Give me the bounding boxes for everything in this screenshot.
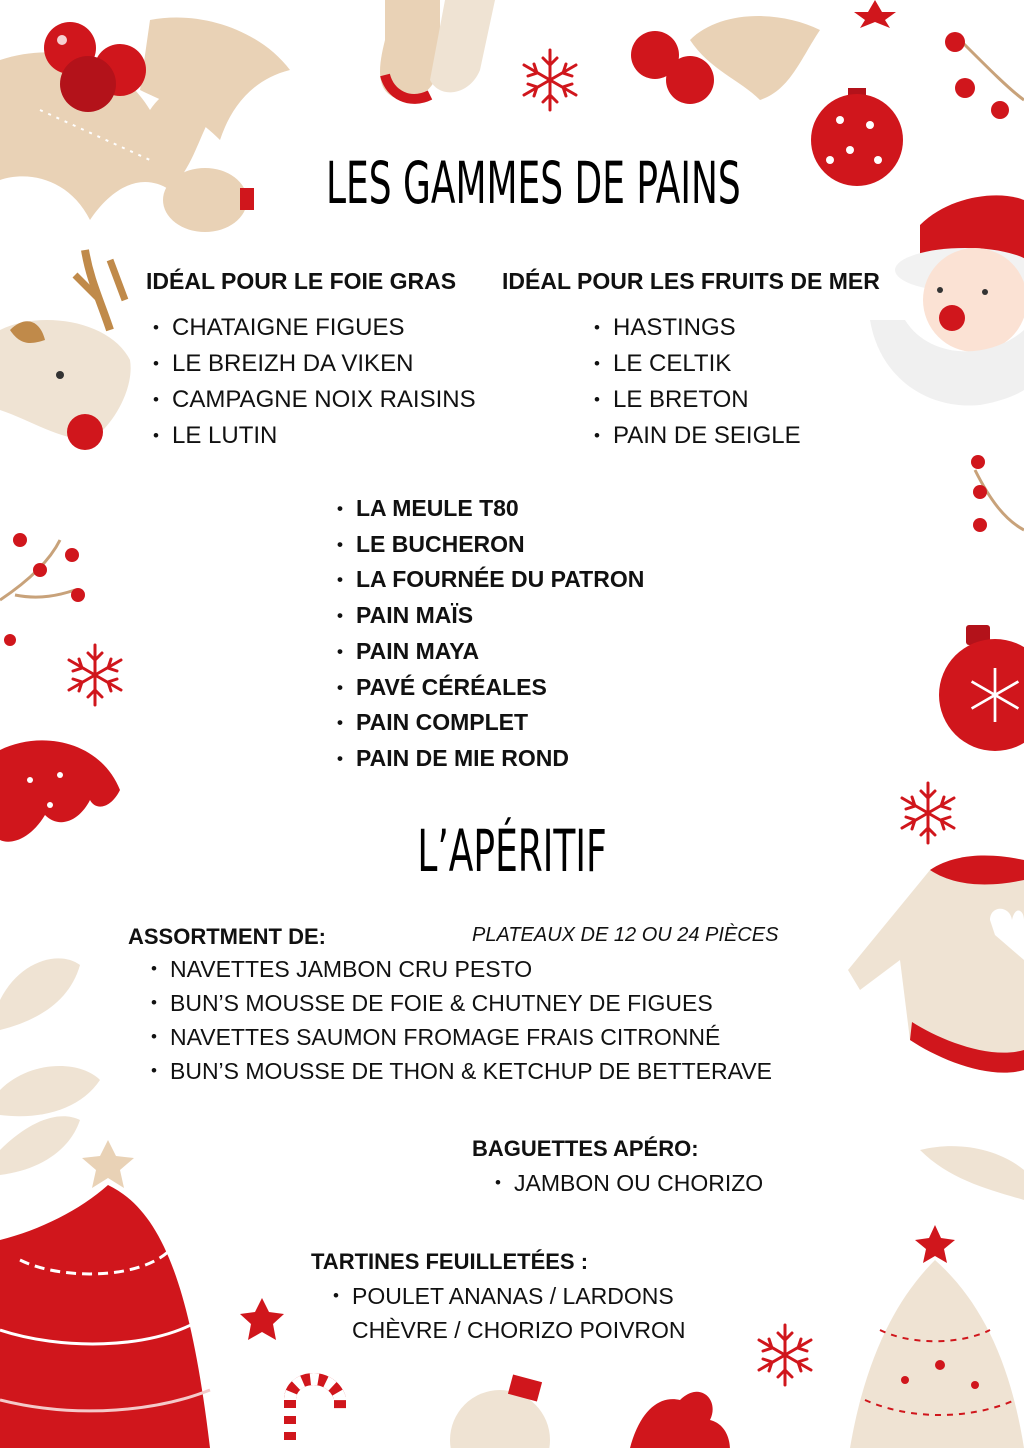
list-item: • LE LUTIN	[153, 418, 476, 454]
list-item: • LE BREIZH DA VIKEN	[153, 346, 476, 382]
list-item: • LE BUCHERON	[337, 527, 644, 563]
hat-icon	[0, 740, 120, 841]
tartines-continuation: CHÈVRE / CHORIZO POIVRON	[352, 1317, 686, 1343]
list-item: • PAIN DE MIE ROND	[337, 741, 644, 777]
berry-branch-icon	[945, 32, 1024, 119]
sock-icon	[380, 0, 495, 100]
tartines-heading: TARTINES FEUILLETÉES :	[311, 1249, 589, 1274]
list-item: • PAIN MAYA	[337, 634, 644, 670]
page-title: LES GAMMES DE PAINS	[326, 149, 741, 217]
baguettes-heading: BAGUETTES APÉRO:	[472, 1136, 699, 1161]
foie-gras-heading: IDÉAL POUR LE FOIE GRAS	[146, 268, 457, 294]
foie-gras-list	[153, 310, 476, 454]
baguettes-list	[495, 1166, 763, 1200]
list-item: • PAIN COMPLET	[337, 705, 644, 741]
leaf-icon	[920, 1146, 1024, 1200]
holly-icon	[631, 16, 820, 104]
list-item: • NAVETTES JAMBON CRU PESTO	[151, 952, 772, 986]
star-icon	[854, 0, 896, 28]
christmas-tree-icon	[0, 1140, 210, 1448]
list-item: • POULET ANANAS / LARDONS	[333, 1279, 674, 1313]
list-item: • HASTINGS	[594, 310, 801, 346]
list-item: • PAIN DE SEIGLE	[594, 418, 801, 454]
ornament-icon	[811, 88, 903, 186]
ornament-icon	[450, 1374, 550, 1448]
list-item: • LA FOURNÉE DU PATRON	[337, 562, 644, 598]
fruits-de-mer-list	[594, 310, 801, 454]
list-item: • NAVETTES SAUMON FROMAGE FRAIS CITRONNÉ	[151, 1020, 772, 1054]
list-item: • PAVÉ CÉRÉALES	[337, 670, 644, 706]
berry-branch-icon	[971, 455, 1024, 532]
santa-icon	[870, 195, 1024, 405]
list-item: • LE BRETON	[594, 382, 801, 418]
star-icon	[240, 1298, 284, 1340]
berry-branch-icon	[0, 533, 85, 646]
list-item: • LA MEULE T80	[337, 491, 644, 527]
ornament-icon	[939, 625, 1024, 751]
list-item: • PAIN MAÏS	[337, 598, 644, 634]
bread-list	[337, 491, 644, 777]
reindeer-icon	[0, 250, 131, 450]
list-item: • BUN’S MOUSSE DE THON & KETCHUP DE BETTERAVE	[151, 1054, 772, 1088]
ornament-icon	[163, 168, 254, 232]
list-item: • CHATAIGNE FIGUES	[153, 310, 476, 346]
aperitif-title: L’APÉRITIF	[417, 817, 607, 885]
list-item: • JAMBON OU CHORIZO	[495, 1166, 763, 1200]
list-item: • CAMPAGNE NOIX RAISINS	[153, 382, 476, 418]
list-item: • BUN’S MOUSSE DE FOIE & CHUTNEY DE FIGUES	[151, 986, 772, 1020]
leaf-icon	[0, 958, 100, 1175]
assortment-list	[151, 952, 772, 1088]
candy-cane-icon	[290, 1379, 340, 1448]
sweater-icon	[848, 856, 1024, 1073]
tartines-list	[333, 1279, 674, 1313]
fruits-de-mer-heading: IDÉAL POUR LES FRUITS DE MER	[502, 268, 880, 294]
assortment-heading: ASSORTMENT DE:	[128, 924, 326, 949]
mitten-icon	[630, 1392, 730, 1448]
list-item: • LE CELTIK	[594, 346, 801, 382]
plateaux-note: PLATEAUX DE 12 OU 24 PIÈCES	[472, 924, 779, 946]
christmas-tree-icon	[850, 1225, 1024, 1448]
